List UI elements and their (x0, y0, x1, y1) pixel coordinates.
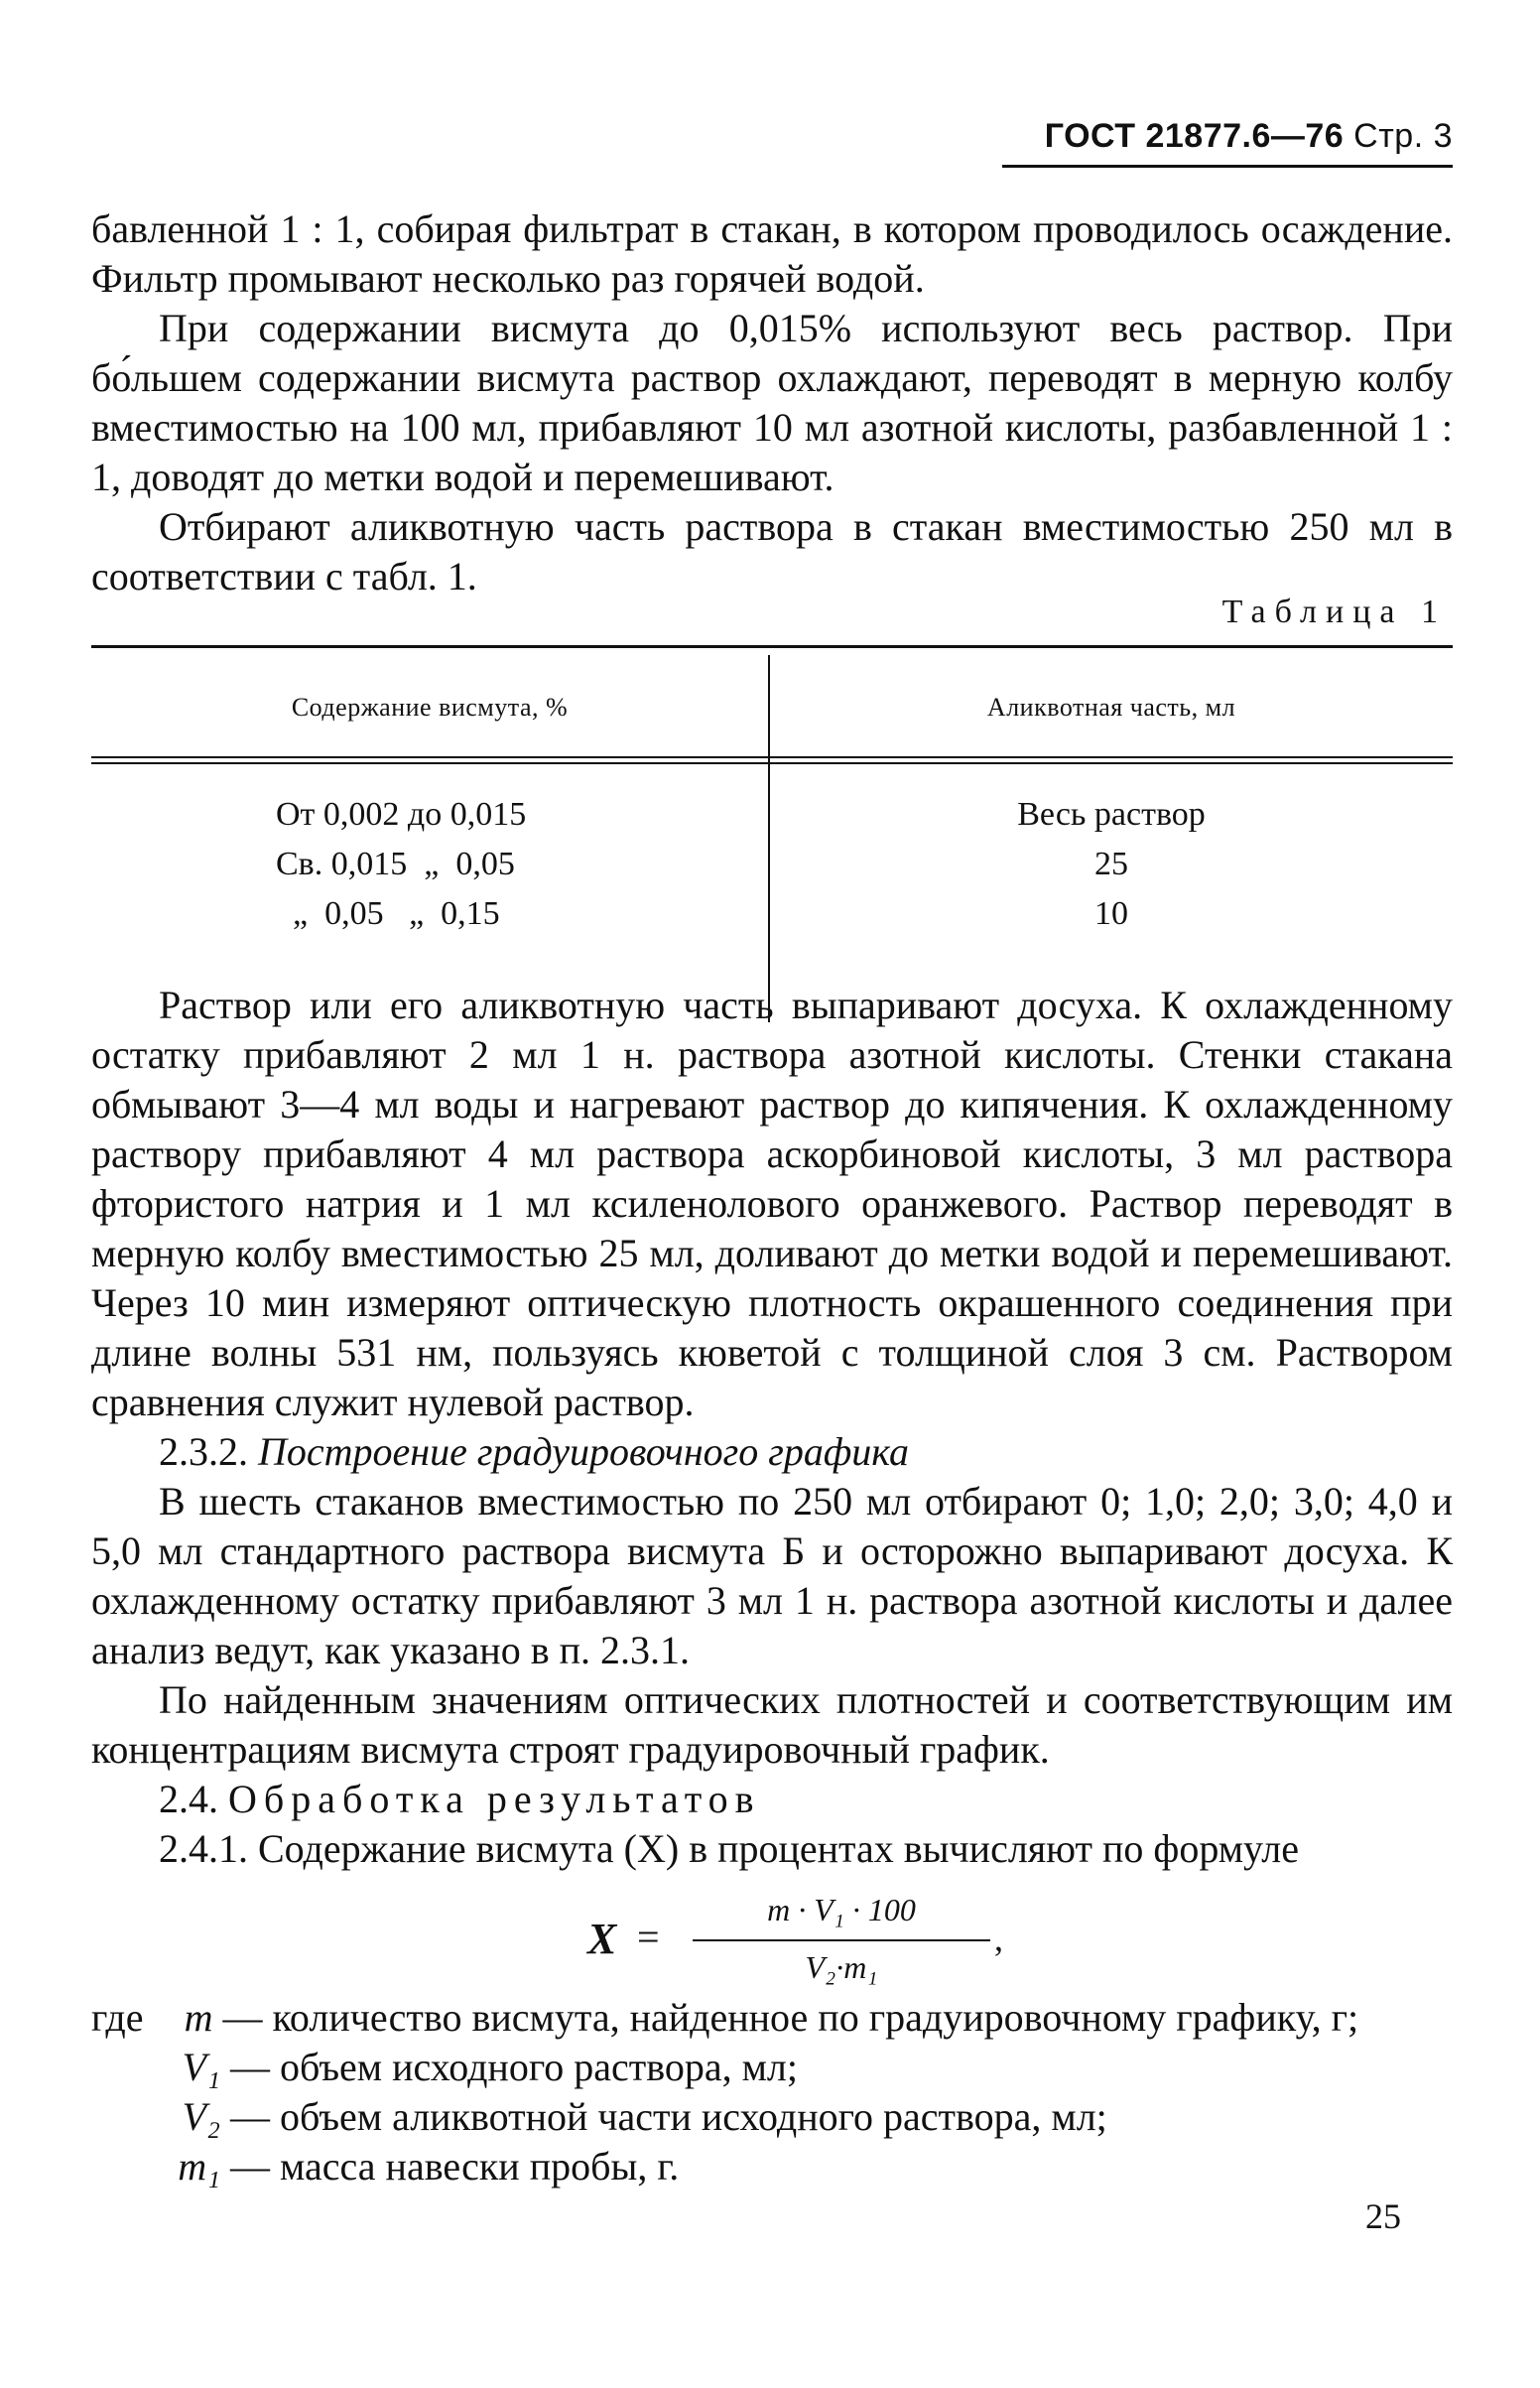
table-header-content: Содержание висмута, % (291, 693, 569, 722)
cell-content: „ 0,05 „ 0,15 (276, 895, 500, 932)
page-header (91, 117, 1453, 156)
standard-code: ГОСТ 21877.6—76 (1044, 117, 1345, 155)
legend-item (91, 1993, 1453, 2043)
table-row (91, 846, 1453, 895)
paragraph-calibration: В шесть стаканов вместимостью по 250 мл отбирают 0; 1,0; 2,0; 3,0; 4,0 и 5,0 мл стандартного раствора висмута Б и осторожно выпаривают досуха. К охлажденному остатку прибавляют 3 мл 1 н. раствора азотной кислоты и далее анализ ведут, как указано в п. 2.3.1. (91, 1479, 1453, 1672)
body-main (91, 981, 1453, 2191)
legend-symbol: V₂ (182, 2094, 220, 2139)
legend-prefix: где (91, 1995, 144, 2040)
paragraph-aliquot: Отбирают аликвотную часть раствора в стакан вместимостью 250 мл в соответствии с табл. 1. (91, 504, 1453, 598)
table-row (91, 895, 1453, 945)
formula-numerator: m · V₁ · 100 (767, 1892, 916, 1927)
paragraph-continuation: бавленной 1 : 1, собирая фильтрат в стакан, в котором проводилось осаждение. Фильтр промывают несколько раз горячей водой. (91, 206, 1453, 301)
cell-aliquot: 10 (1094, 895, 1128, 932)
body-top (91, 204, 1453, 601)
legend-text: — объем исходного раствора, мл; (230, 2045, 798, 2089)
cell-content: От 0,002 до 0,015 (276, 796, 527, 833)
section-number: 2.4. (159, 1777, 218, 1821)
table-header-rule (91, 756, 1453, 764)
paragraph-bismuth-content: При содержании висмута до 0,015% используют весь раствор. При бо́льшем содержании висмута раствор охлаждают, переводят в мерную колбу вместимостью на 100 мл, прибавляют 10 мл азотной кислоты, разбавленной 1 : 1, доводят до метки водой и перемешивают. (91, 306, 1453, 499)
table-row (91, 796, 1453, 846)
formula-comma: , (994, 1919, 1003, 1958)
formula-legend (91, 1993, 1453, 2191)
table-title: Таблица 1 (1221, 594, 1447, 630)
table-top-rule (91, 645, 1453, 648)
formula-denominator: V₂·m₁ (805, 1949, 878, 1985)
section-title: Обработка результатов (228, 1777, 761, 1821)
section-number: 2.3.2. (159, 1429, 248, 1474)
legend-item (91, 2043, 1453, 2092)
section-heading-2-4 (91, 1775, 1453, 1824)
section-heading-2-3-2 (91, 1427, 1453, 1477)
table-header-aliquot: Аликвотная часть, мл (986, 693, 1236, 722)
formula-fraction-bar (693, 1939, 990, 1941)
page-label: Стр. 3 (1353, 117, 1453, 155)
legend-symbol: m (184, 1995, 213, 2040)
formula (91, 1874, 1453, 1993)
legend-text: — масса навески пробы, г. (230, 2144, 680, 2189)
paragraph-procedure: Раствор или его аликвотную часть выпаривают досуха. К охлажденному остатку прибавляют 2 мл 1 н. раствора азотной кислоты. Стенки стакана обмывают 3—4 мл воды и нагревают раствор до кипячения. К охлажденному раствору прибавляют 4 мл раствора аскорбиновой кислоты, 3 мл раствора фтористого натрия и 1 мл ксиленолового оранжевого. Раствор переводят в мерную колбу вместимостью 25 мл, доливают до метки водой и перемешивают. Через 10 мин измеряют оптическую плотность окрашенного соединения при длине волны 531 нм, пользуясь кюветой с толщиной слоя 3 см. Раствором сравнения служит нулевой раствор. (91, 983, 1453, 1424)
legend-symbol: m₁ (178, 2144, 220, 2189)
header-rule (1002, 165, 1453, 168)
legend-item (91, 2092, 1453, 2142)
legend-text: — количество висмута, найденное по градуировочному графику, г; (222, 1995, 1359, 2040)
page-number: 25 (1365, 2196, 1401, 2236)
legend-text: — объем аликвотной части исходного раствора, мл; (230, 2094, 1107, 2139)
table-1 (91, 645, 1453, 1022)
legend-item (91, 2142, 1453, 2191)
paragraph-calibration-graph: По найденным значениям оптических плотностей и соответствующим им концентрациям висмута строят градуировочный график. (91, 1677, 1453, 1772)
cell-aliquot: Весь раствор (1017, 796, 1206, 833)
legend-symbol: V₁ (182, 2045, 220, 2089)
cell-content: Св. 0,015 „ 0,05 (276, 846, 515, 882)
formula-equals: = (637, 1915, 660, 1959)
section-title: Построение градуировочного графика (258, 1429, 909, 1474)
formula-lhs: X (587, 1915, 617, 1963)
cell-aliquot: 25 (1094, 846, 1128, 882)
paragraph-formula-intro: 2.4.1. Содержание висмута (X) в процентах вычисляют по формуле (159, 1826, 1300, 1871)
